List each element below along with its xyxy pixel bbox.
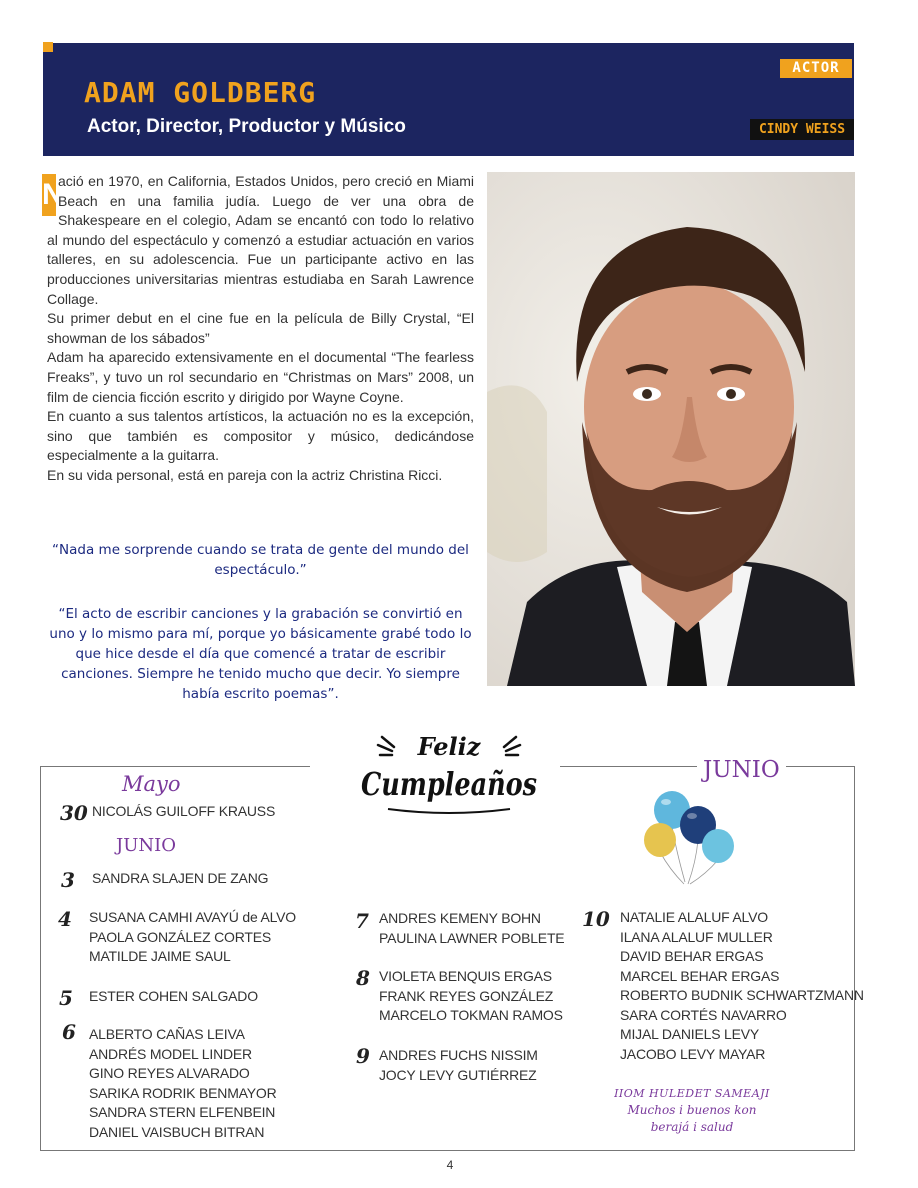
birthday-name: DAVID BEHAR ERGAS	[620, 948, 764, 964]
portrait-illustration	[487, 172, 855, 686]
cumpleanos-text: Cumpleaños	[361, 765, 537, 803]
article-body	[42, 172, 474, 486]
birthday-name: NATALIE ALALUF ALVO	[620, 909, 768, 925]
banner-corner-accent	[43, 42, 53, 52]
month-label-junio: JUNIO	[116, 835, 177, 856]
birthday-name: SARA CORTÉS NAVARRO	[620, 1006, 787, 1023]
birthday-name: ANDRES FUCHS NISSIM	[379, 1047, 538, 1063]
birthday-name: SUSANA CAMHI AVAYÚ de ALVO	[89, 909, 296, 925]
article-title: ADAM GOLDBERG	[84, 76, 317, 109]
pull-quote: “Nada me sorprende cuando se trata de gente del mundo del espectáculo.”	[52, 542, 469, 578]
category-tag: ACTOR	[780, 59, 852, 78]
birthday-name: PAOLA GONZÁLEZ CORTES	[89, 928, 271, 945]
birthday-day: 30	[60, 801, 88, 825]
birthday-name: GINO REYES ALVARADO	[89, 1065, 250, 1081]
month-label-mayo: Mayo	[122, 772, 181, 796]
article-paragraph: Adam ha aparecido extensivamente en el documental “The fearless Freaks”, y tuvo un rol secundario en “Christmas on Mars” 2008, un film de ciencia ficción escrito y dirigido por Wayne Coyne.	[47, 349, 474, 405]
birthday-name: JACOBO LEVY MAYAR	[620, 1045, 766, 1062]
birthday-names	[379, 909, 564, 948]
birthday-name: JOCY LEVY GUTIÉRREZ	[379, 1066, 537, 1083]
birthday-day: 10	[582, 907, 610, 931]
birthday-name: ALBERTO CAÑAS LEIVA	[89, 1026, 245, 1042]
birthday-name: DANIEL VAISBUCH BITRAN	[89, 1123, 265, 1140]
birthday-names	[620, 908, 864, 1064]
feliz-cumpleanos-title	[358, 725, 540, 825]
birthday-name: SANDRA STERN ELFENBEIN	[89, 1104, 276, 1120]
birthday-day: 9	[356, 1044, 370, 1068]
feliz-text: Feliz	[417, 732, 481, 761]
balloons-illustration	[640, 790, 745, 890]
birthday-day: 6	[62, 1020, 76, 1044]
portrait-photo	[487, 172, 855, 686]
birthday-day: 7	[355, 909, 369, 933]
birthday-name: SANDRA SLAJEN DE ZANG	[92, 870, 269, 886]
wish-line: Muchos i buenos kon	[627, 1103, 757, 1117]
birthday-name: FRANK REYES GONZÁLEZ	[379, 987, 554, 1004]
birthday-name: NICOLÁS GUILOFF KRAUSS	[92, 803, 276, 819]
birthday-box-top-line	[40, 766, 310, 767]
birthday-names	[92, 802, 275, 822]
article-paragraph: En cuanto a sus talentos artísticos, la actuación no es la excepción, sino que también es compositor y músico, dedicándose especialmente a la guitarra.	[47, 408, 474, 464]
birthday-name: MIJAL DANIELS LEVY	[620, 1026, 760, 1042]
article-subtitle: Actor, Director, Productor y Músico	[87, 116, 406, 137]
birthday-names	[379, 1046, 538, 1085]
birthday-name: PAULINA LAWNER POBLETE	[379, 929, 565, 946]
wish-line: IIOM HULEDET SAMEAJI	[614, 1087, 770, 1100]
birthday-name: ESTER COHEN SALGADO	[89, 988, 258, 1004]
birthday-names	[89, 908, 296, 967]
birthday-day: 3	[61, 868, 75, 892]
birthday-name: MARCELO TOKMAN RAMOS	[379, 1007, 563, 1023]
balloons-icon	[640, 790, 745, 890]
birthday-names	[89, 1025, 277, 1142]
month-header-junio: JUNIO	[697, 757, 786, 783]
birthday-names	[89, 987, 258, 1007]
wish-line: berajá i salud	[650, 1120, 734, 1134]
birthday-day: 4	[58, 907, 72, 931]
birthday-name: VIOLETA BENQUIS ERGAS	[379, 968, 552, 984]
birthday-wishes	[612, 1085, 772, 1136]
article-paragraph	[42, 172, 474, 309]
birthday-names	[379, 967, 563, 1026]
birthday-name: ROBERTO BUDNIK SCHWARTZMANN	[620, 987, 864, 1003]
birthday-day: 8	[356, 966, 370, 990]
birthday-name: MARCEL BEHAR ERGAS	[620, 967, 780, 984]
birthday-name: ANDRÉS MODEL LINDER	[89, 1045, 252, 1062]
drop-cap: N	[42, 174, 56, 216]
birthday-names	[92, 869, 268, 889]
page-number: 4	[446, 1158, 454, 1172]
paragraph-text: ació en 1970, en California, Estados Unidos, pero creció en Miami Beach en una familia judía. Luego de ver una obra de Shakespeare en el colegio, Adam se encantó con todo lo relativo al mundo del espectáculo y comenzó a estudiar actuación en varios talleres, en su adolescencia. Fue un participante activo en las producciones universitarias mientras estudiaba en Sarah Lawrence Collage.	[47, 173, 474, 307]
author-tag: CINDY WEISS	[750, 119, 854, 140]
article-paragraph: En su vida personal, está en pareja con la actriz Christina Ricci.	[47, 466, 443, 483]
birthday-name: SARIKA RODRIK BENMAYOR	[89, 1084, 277, 1101]
pull-quote: “El acto de escribir canciones y la grabación se convirtió en uno y lo mismo para mí, porque yo básicamente grabé todo lo que hice desde el día que comencé a tratar de escribir canciones. Siempre he tenido mucho que decir. Yo siempre había escrito poemas”.	[49, 606, 472, 702]
birthday-name: ILANA ALALUF MULLER	[620, 928, 773, 945]
article-paragraph: Su primer debut en el cine fue en la película de Billy Crystal, “El showman de los sábados”	[47, 310, 474, 346]
birthday-name: ANDRES KEMENY BOHN	[379, 910, 541, 926]
birthday-name: MATILDE JAIME SAUL	[89, 948, 231, 964]
birthday-day: 5	[59, 986, 73, 1010]
